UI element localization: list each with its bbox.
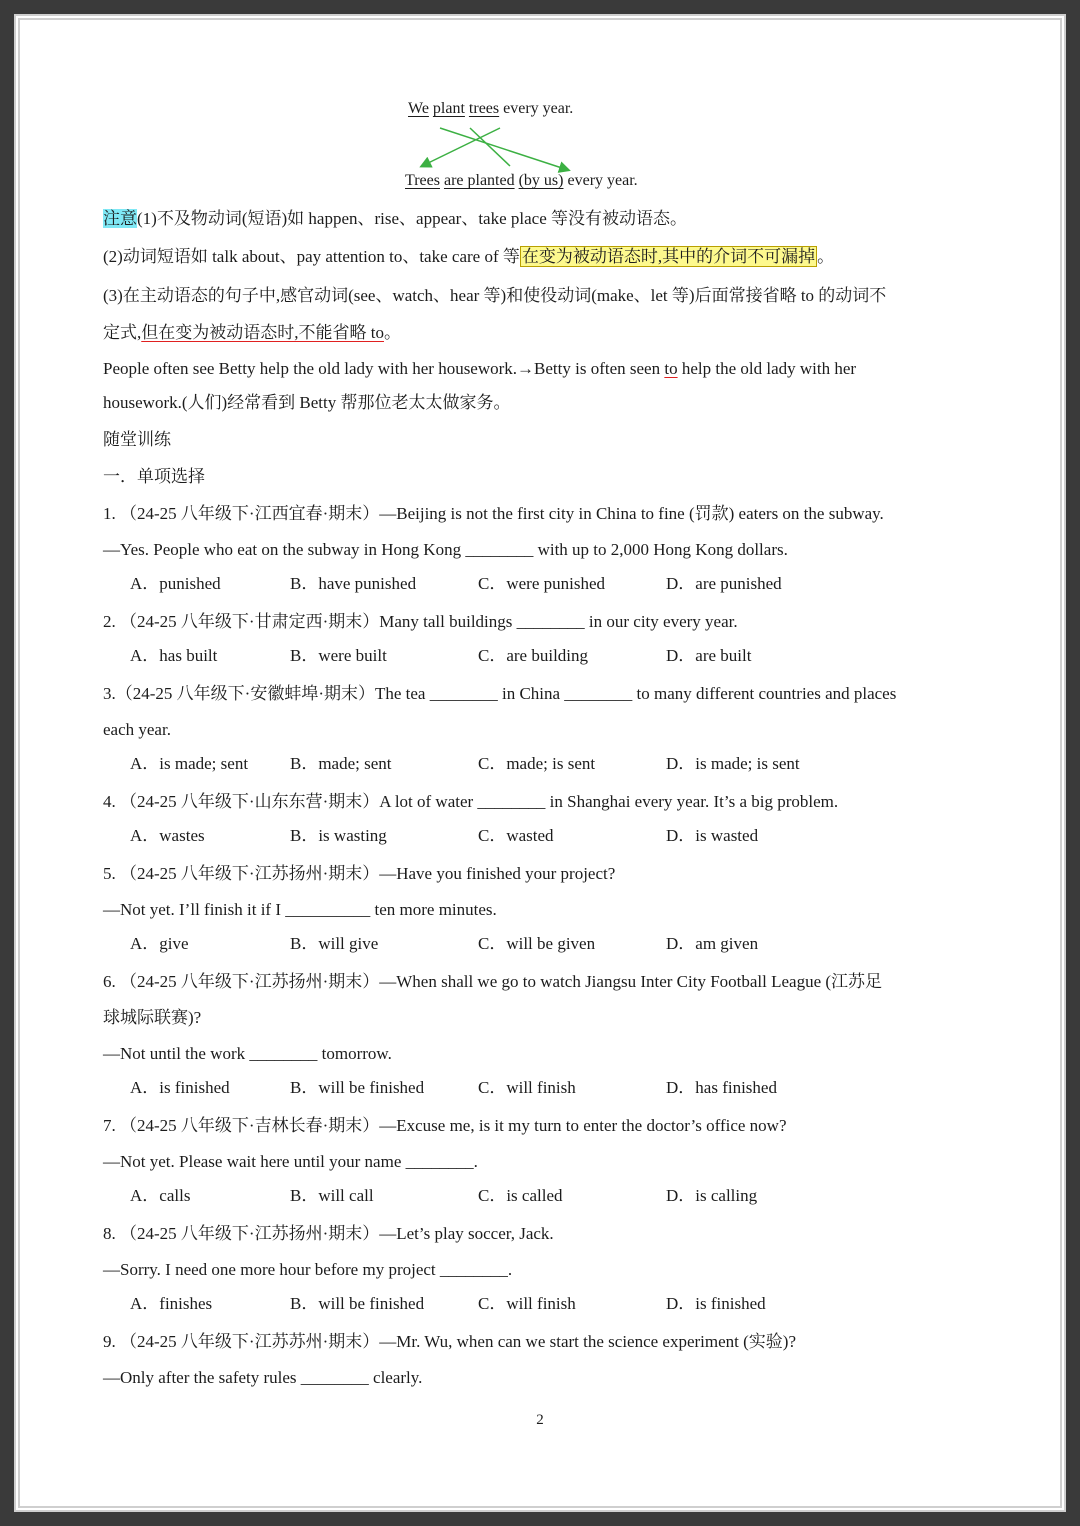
question-1-option[interactable]: A．punished [130, 574, 221, 593]
note-label: 注意 [103, 209, 137, 228]
question-1-option[interactable]: B．have punished [290, 574, 417, 593]
question-2-option[interactable]: D．are built [666, 646, 752, 665]
question-5-line: 5. （24-25 八年级下·江苏扬州·期末）—Have you finished your project? [103, 864, 616, 883]
question-3-option[interactable]: B．made; sent [290, 754, 392, 773]
question-5-option[interactable]: C．will be given [478, 934, 596, 953]
question-6-option[interactable]: B．will be finished [290, 1078, 425, 1097]
passive-agent: (by us) [518, 172, 564, 189]
example-line1 [103, 358, 856, 380]
passive-sentence [405, 172, 638, 190]
note-2-end: 。 [817, 247, 835, 266]
section-subtitle: 一．单项选择 [103, 467, 205, 486]
active-subject: We [408, 100, 429, 117]
question-1-line: —Yes. People who eat on the subway in Hong Kong ________ with up to 2,000 Hong Kong dollars. [103, 540, 788, 559]
passive-subject: Trees [405, 172, 440, 189]
section-title: 随堂训练 [103, 430, 171, 449]
question-1-option[interactable]: D．are punished [666, 574, 782, 593]
active-rest: every year. [503, 100, 574, 117]
question-4-option[interactable]: B．is wasting [290, 826, 387, 845]
voice-diagram [400, 96, 700, 196]
question-8-option[interactable]: D．is finished [666, 1294, 766, 1313]
note-2-highlight: 在变为被动语态时,其中的介词不可漏掉 [521, 247, 816, 266]
question-1-line: 1. （24-25 八年级下·江西宜春·期末）—Beijing is not the first city in China to fine (罚款) eaters on the subway. [103, 504, 884, 523]
note-2-text: (2)动词短语如 talk about、pay attention to、take care of 等 [103, 247, 520, 266]
question-3-option[interactable]: D．is made; is sent [666, 754, 800, 773]
question-7-option[interactable]: B．will call [290, 1186, 374, 1205]
example-text-b: help the old lady with her [677, 359, 857, 378]
question-7-line: 7. （24-25 八年级下·吉林长春·期末）—Excuse me, is it my turn to enter the doctor’s office now? [103, 1116, 787, 1135]
question-7-option[interactable]: D．is calling [666, 1186, 758, 1205]
note-3-prefix: 定式, [103, 323, 142, 342]
question-3-option[interactable]: A．is made; sent [130, 754, 249, 773]
question-5-option[interactable]: A．give [130, 934, 189, 953]
arrow-subject-to-agent [440, 128, 568, 170]
question-2-option[interactable]: A．has built [130, 646, 218, 665]
active-verb: plant [432, 100, 465, 117]
note-3-underlined: 但在变为被动语态时,不能省略 to [141, 323, 384, 342]
question-7-option[interactable]: C．is called [478, 1186, 563, 1205]
question-6-option[interactable]: A．is finished [130, 1078, 230, 1097]
arrow-object-to-subject [422, 128, 500, 166]
question-5-option[interactable]: D．am given [666, 934, 759, 953]
passive-rest: every year. [567, 172, 638, 189]
note-1 [103, 208, 687, 230]
question-1-option[interactable]: C．were punished [478, 574, 606, 593]
question-7-line: —Not yet. Please wait here until your name ________. [103, 1152, 478, 1171]
question-8-option[interactable]: A．finishes [130, 1294, 213, 1313]
question-6-option[interactable]: D．has finished [666, 1078, 777, 1097]
question-5-line: —Not yet. I’ll finish it if I __________ ten more minutes. [103, 900, 497, 919]
example-line2: housework.(人们)经常看到 Betty 帮那位老太太做家务。 [103, 393, 511, 412]
active-object: trees [468, 100, 500, 117]
page-number: 2 [536, 1412, 544, 1428]
example-to: to [664, 359, 678, 378]
note-3-line1: (3)在主动语态的句子中,感官动词(see、watch、hear 等)和使役动词(make、let 等)后面常接省略 to 的动词不 [103, 286, 887, 305]
question-6-line: 球城际联赛)? [103, 1008, 202, 1027]
question-4-line: 4. （24-25 八年级下·山东东营·期末）A lot of water ________ in Shanghai every year. It’s a big problem. [103, 792, 839, 811]
question-6-line: 6. （24-25 八年级下·江苏扬州·期末）—When shall we go to watch Jiangsu Inter City Football League (江苏足 [103, 972, 883, 991]
question-6-line: —Not until the work ________ tomorrow. [103, 1044, 392, 1063]
question-8-option[interactable]: C．will finish [478, 1294, 576, 1313]
question-5-option[interactable]: B．will give [290, 934, 379, 953]
question-3-line: 3.（24-25 八年级下·安徽蚌埠·期末）The tea ________ in China ________ to many different countries and places [103, 684, 897, 703]
question-9-line: —Only after the safety rules ________ clearly. [103, 1368, 423, 1387]
passive-verb: are planted [443, 172, 515, 189]
question-3-option[interactable]: C．made; is sent [478, 754, 596, 773]
question-4-option[interactable]: C．wasted [478, 826, 554, 845]
question-2-option[interactable]: B．were built [290, 646, 387, 665]
document-page [20, 20, 1060, 1506]
question-9-line: 9. （24-25 八年级下·江苏苏州·期末）—Mr. Wu, when can we start the science experiment (实验)? [103, 1332, 797, 1351]
question-4-option[interactable]: A．wastes [130, 826, 205, 845]
question-8-line: 8. （24-25 八年级下·江苏扬州·期末）—Let’s play soccer, Jack. [103, 1224, 554, 1243]
note-3-end: 。 [383, 323, 401, 342]
question-6-option[interactable]: C．will finish [478, 1078, 576, 1097]
question-3-line: each year. [103, 720, 171, 739]
note-3-line2 [103, 322, 401, 344]
note-2 [103, 246, 834, 268]
question-8-line: —Sorry. I need one more hour before my project ________. [103, 1260, 513, 1279]
question-4-option[interactable]: D．is wasted [666, 826, 759, 845]
note-1-text: (1)不及物动词(短语)如 happen、rise、appear、take place 等没有被动语态。 [137, 209, 688, 228]
question-8-option[interactable]: B．will be finished [290, 1294, 425, 1313]
question-7-option[interactable]: A．calls [130, 1186, 191, 1205]
example-text-a: People often see Betty help the old lady with her housework.→Betty is often seen [103, 359, 665, 378]
question-2-option[interactable]: C．are building [478, 646, 589, 665]
question-2-line: 2. （24-25 八年级下·甘肃定西·期末）Many tall buildings ________ in our city every year. [103, 612, 738, 631]
